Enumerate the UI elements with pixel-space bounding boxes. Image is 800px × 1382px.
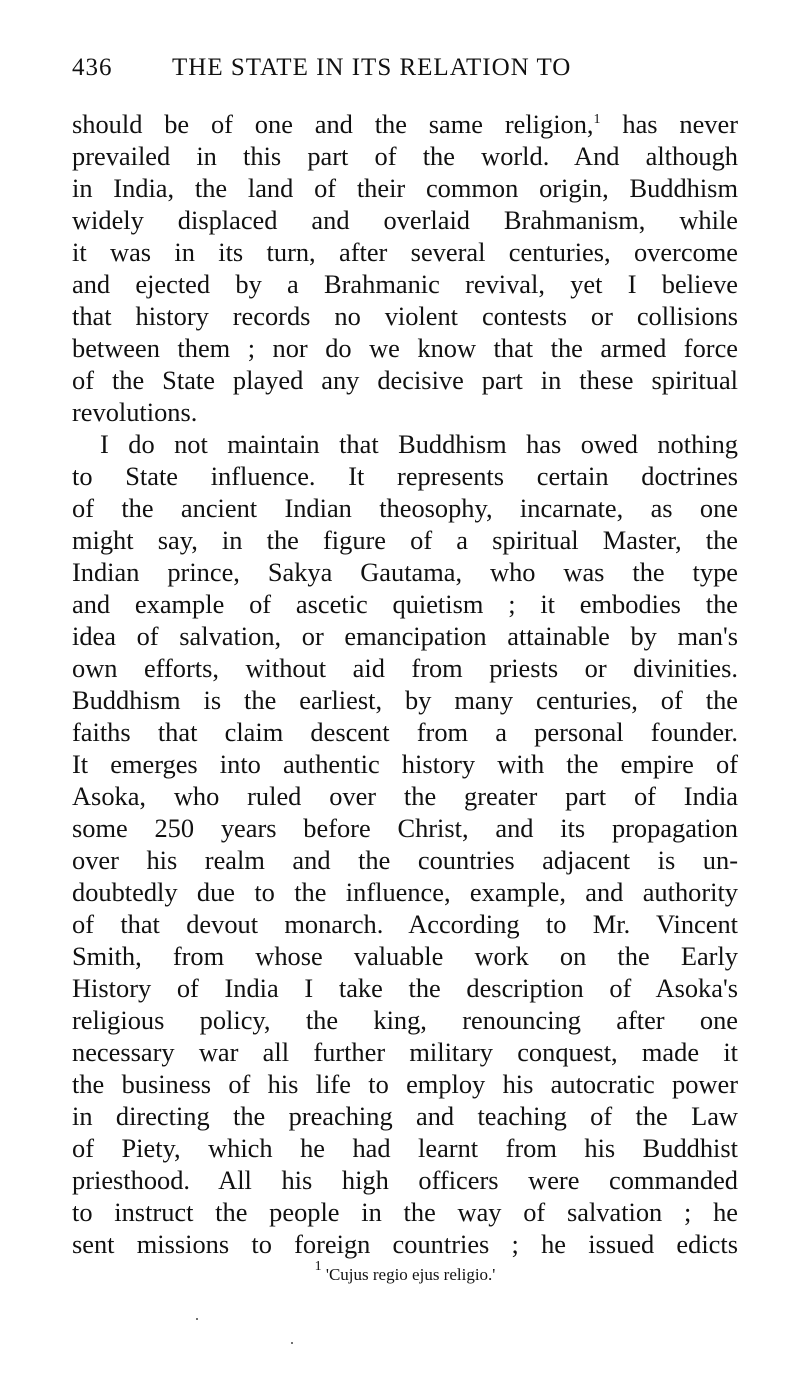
footnote-marker: 1	[314, 1259, 322, 1274]
text-line-start: should be of one and the same religion,	[72, 109, 594, 139]
text-line: and ejected by a Brahmanic revival, yet I believe	[72, 269, 738, 299]
text-line: it was in its turn, after several centuries, overcome	[72, 237, 738, 267]
text-line: might say, in the figure of a spiritual Master, the	[72, 525, 738, 555]
text-line: widely displaced and overlaid Brahmanism, while	[72, 205, 738, 235]
text-line-end: has never	[600, 109, 738, 139]
text-line: necessary war all further military conquest, made it	[72, 1037, 738, 1067]
text-line: priesthood. All his high officers were commanded	[72, 1165, 738, 1195]
text-line: sent missions to foreign countries ; he issued edicts	[72, 1229, 738, 1259]
text-line: faiths that claim descent from a personal founder.	[72, 717, 738, 747]
text-line: idea of salvation, or emancipation attainable by man's	[72, 621, 738, 651]
text-line: religious policy, the king, renouncing after one	[72, 1005, 738, 1035]
text-line: of the ancient Indian theosophy, incarnate, as one	[72, 493, 738, 523]
text-line: of the State played any decisive part in these spiritual	[72, 365, 738, 395]
text-line: in India, the land of their common origin, Buddhism	[72, 173, 738, 203]
page-header	[72, 54, 738, 90]
body-text	[72, 108, 738, 1260]
text-line: to instruct the people in the way of salvation ; he	[72, 1197, 738, 1227]
footnote-text: 'Cujus regio ejus religio.'	[325, 1265, 496, 1284]
text-line: Smith, from whose valuable work on the Early	[72, 941, 738, 971]
text-line	[72, 108, 738, 140]
footnote-reference[interactable]: 1	[593, 112, 601, 127]
text-line: History of India I take the description of Asoka's	[72, 973, 738, 1003]
text-line: It emerges into authentic history with the empire of	[72, 749, 738, 779]
text-line: Asoka, who ruled over the greater part of India	[72, 781, 738, 811]
running-title: THE STATE IN ITS RELATION TO	[172, 54, 572, 81]
text-line: between them ; nor do we know that the armed force	[72, 333, 738, 363]
text-line: prevailed in this part of the world. And although	[72, 141, 738, 171]
text-line: revolutions.	[72, 397, 198, 427]
text-line: of Piety, which he had learnt from his Buddhist	[72, 1133, 738, 1163]
text-line: own efforts, without aid from priests or divinities.	[72, 653, 738, 683]
text-line: Indian prince, Sakya Gautama, who was the type	[72, 557, 738, 587]
text-line: some 250 years before Christ, and its propagation	[72, 813, 738, 843]
text-line: I do not maintain that Buddhism has owed nothing	[100, 429, 738, 459]
text-line: to State influence. It represents certain doctrines	[72, 461, 738, 491]
scan-speck	[291, 1342, 293, 1344]
text-line: and example of ascetic quietism ; it embodies the	[72, 589, 738, 619]
text-line: in directing the preaching and teaching of the Law	[72, 1101, 738, 1131]
text-line: that history records no violent contests or collisions	[72, 301, 738, 331]
book-page	[72, 54, 738, 1286]
footnote	[72, 1259, 738, 1286]
text-line: the business of his life to employ his autocratic power	[72, 1069, 738, 1099]
text-line: doubtedly due to the influence, example, and authority	[72, 877, 738, 907]
scan-speck	[196, 1318, 198, 1320]
page-number: 436	[72, 54, 113, 81]
text-line: over his realm and the countries adjacent is un-	[72, 845, 738, 875]
text-line: Buddhism is the earliest, by many centuries, of the	[72, 685, 738, 715]
text-line: of that devout monarch. According to Mr. Vincent	[72, 909, 738, 939]
